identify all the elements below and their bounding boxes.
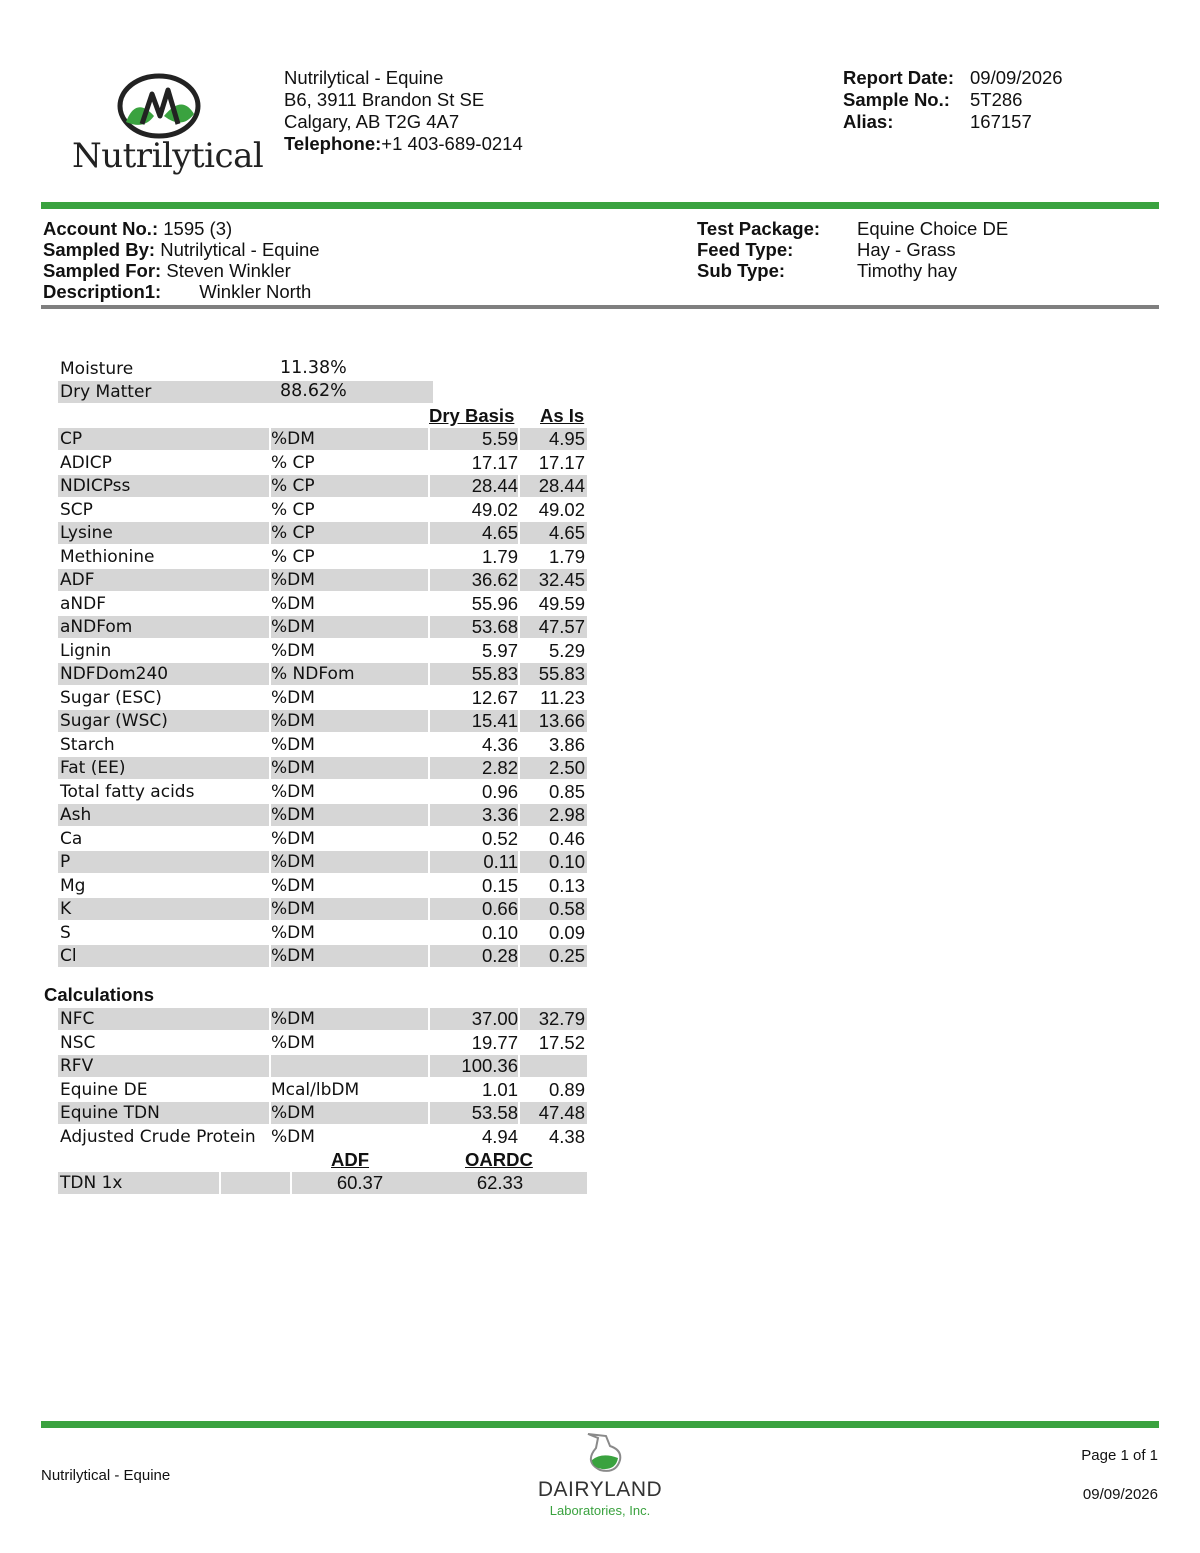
dry-basis-header: Dry Basis bbox=[429, 405, 515, 426]
nutrient-unit: % CP bbox=[271, 523, 315, 543]
report-date-value: 09/09/2026 bbox=[970, 67, 1063, 88]
sampled-for: Sampled For: Steven Winkler bbox=[43, 260, 291, 281]
nutrient-unit: %DM bbox=[271, 852, 315, 872]
nutrient-name: Total fatty acids bbox=[60, 781, 195, 802]
sampled-by: Sampled By: Nutrilytical - Equine bbox=[43, 239, 320, 260]
nutrient-unit: % CP bbox=[271, 452, 315, 473]
table-row bbox=[58, 851, 587, 873]
dry-basis-value: 49.02 bbox=[471, 498, 518, 520]
nutrient-name: Starch bbox=[60, 734, 115, 755]
nutrient-name: NDFDom240 bbox=[60, 664, 169, 684]
dry-basis-value: 2.82 bbox=[481, 757, 518, 778]
telephone-value: +1 403-689-0214 bbox=[381, 133, 523, 154]
table-row bbox=[58, 922, 587, 944]
report-info-values bbox=[970, 67, 1063, 133]
as-is-header: As Is bbox=[540, 405, 585, 426]
nutrient-unit: %DM bbox=[271, 711, 315, 731]
report-date-label: Report Date: bbox=[843, 67, 955, 88]
tdn-oardc-value: 62.33 bbox=[476, 1172, 524, 1193]
nutrient-unit: %DM bbox=[271, 1103, 315, 1123]
nutrient-unit: %DM bbox=[271, 570, 315, 590]
nutrient-unit: %DM bbox=[271, 758, 315, 778]
account-info bbox=[43, 218, 320, 302]
as-is-value: 4.95 bbox=[548, 428, 585, 449]
sample-no-value: 5T286 bbox=[970, 89, 1023, 110]
table-row bbox=[58, 875, 587, 897]
as-is-value: 3.86 bbox=[548, 733, 585, 755]
dry-basis-value: 53.58 bbox=[471, 1102, 518, 1123]
table-row bbox=[58, 1126, 587, 1148]
as-is-value: 1.79 bbox=[548, 545, 585, 567]
table-row bbox=[58, 1055, 587, 1077]
dry-basis-value: 19.77 bbox=[471, 1031, 518, 1053]
nutrient-name: P bbox=[60, 852, 71, 872]
dry-basis-value: 37.00 bbox=[471, 1008, 518, 1029]
dairyland-subtitle: Laboratories, Inc. bbox=[549, 1503, 651, 1518]
nutrient-unit: %DM bbox=[271, 946, 315, 966]
as-is-value: 0.09 bbox=[548, 921, 585, 943]
as-is-value: 0.25 bbox=[548, 945, 585, 966]
sub-type-label: Sub Type: bbox=[697, 260, 786, 281]
nutrient-name: RFV bbox=[60, 1056, 94, 1076]
dry-basis-value: 0.28 bbox=[481, 945, 518, 966]
dry-basis-value: 0.10 bbox=[481, 921, 518, 943]
as-is-value: 2.50 bbox=[548, 757, 585, 778]
as-is-value: 13.66 bbox=[538, 710, 585, 731]
dry-basis-value: 55.96 bbox=[471, 592, 518, 614]
alias-value: 167157 bbox=[970, 111, 1032, 132]
as-is-value: 49.02 bbox=[538, 498, 585, 520]
account-no: Account No.: 1595 (3) bbox=[43, 218, 233, 239]
dry-basis-value: 4.94 bbox=[481, 1125, 518, 1147]
nutrient-unit: %DM bbox=[271, 781, 315, 802]
dairyland-logo bbox=[520, 1432, 680, 1522]
as-is-value: 55.83 bbox=[538, 663, 585, 684]
test-info-labels bbox=[697, 218, 820, 281]
dry-basis-value: 100.36 bbox=[461, 1055, 518, 1076]
as-is-value: 4.38 bbox=[548, 1125, 585, 1147]
feed-type-label: Feed Type: bbox=[697, 239, 794, 260]
as-is-value: 28.44 bbox=[538, 475, 585, 496]
dry-basis-value: 1.01 bbox=[481, 1078, 518, 1100]
nutrient-name: S bbox=[60, 922, 71, 943]
nutrient-name: Adjusted Crude Protein bbox=[60, 1126, 256, 1147]
table-row bbox=[58, 757, 587, 779]
moisture-label: Moisture bbox=[60, 359, 134, 379]
as-is-value: 49.59 bbox=[538, 592, 585, 614]
dry-basis-value: 0.52 bbox=[481, 827, 518, 849]
dry-matter-label: Dry Matter bbox=[60, 382, 152, 402]
nutrient-name: NFC bbox=[60, 1009, 95, 1029]
nutrient-unit: % CP bbox=[271, 499, 315, 520]
nutrient-name: SCP bbox=[60, 499, 93, 520]
nutrient-unit: % NDFom bbox=[271, 664, 355, 684]
lab-telephone bbox=[284, 133, 523, 155]
as-is-value: 0.46 bbox=[548, 827, 585, 849]
tdn-adf-value: 60.37 bbox=[336, 1172, 384, 1193]
lab-name: Nutrilytical - Equine bbox=[284, 67, 444, 88]
as-is-value: 17.17 bbox=[538, 451, 585, 473]
table-row bbox=[58, 663, 587, 685]
as-is-value: 0.58 bbox=[548, 898, 585, 919]
nutrient-unit: %DM bbox=[271, 805, 315, 825]
table-row bbox=[58, 804, 587, 826]
nutrient-name: CP bbox=[60, 429, 83, 449]
nutrient-unit: %DM bbox=[271, 429, 315, 449]
dry-basis-value: 5.97 bbox=[481, 639, 518, 661]
nutrient-unit: %DM bbox=[271, 734, 315, 755]
as-is-value: 32.45 bbox=[538, 569, 585, 590]
tdn-label: TDN 1x bbox=[60, 1173, 123, 1193]
as-is-value: 32.79 bbox=[538, 1008, 585, 1029]
test-info-values bbox=[857, 218, 1008, 281]
sub-type-value: Timothy hay bbox=[857, 260, 958, 281]
nutrient-unit: Mcal/lbDM bbox=[271, 1079, 360, 1100]
nutrient-name: Ash bbox=[60, 805, 92, 825]
as-is-value: 0.89 bbox=[548, 1078, 585, 1100]
nutrient-unit: %DM bbox=[271, 899, 315, 919]
table-row bbox=[58, 1079, 587, 1101]
header-gray-bar bbox=[41, 305, 1159, 309]
table-row bbox=[58, 898, 587, 920]
feed-type-value: Hay - Grass bbox=[857, 239, 956, 260]
nutrient-unit: %DM bbox=[271, 875, 315, 896]
nutrient-name: ADF bbox=[60, 570, 95, 590]
as-is-value: 4.65 bbox=[548, 522, 585, 543]
footer-page: Page 1 of 1 bbox=[1081, 1447, 1158, 1464]
calculations-title: Calculations bbox=[44, 984, 154, 1005]
nutrient-name: Fat (EE) bbox=[60, 758, 126, 778]
as-is-value: 0.10 bbox=[548, 851, 585, 872]
tdn-oardc-header: OARDC bbox=[465, 1149, 533, 1170]
dry-basis-value: 15.41 bbox=[471, 710, 518, 731]
logo-wordmark: Nutrilytical bbox=[72, 136, 264, 176]
nutrient-name: Lysine bbox=[60, 523, 113, 543]
nutrient-name: Methionine bbox=[60, 546, 155, 567]
test-package-value: Equine Choice DE bbox=[857, 218, 1009, 239]
nutrient-unit: %DM bbox=[271, 1009, 315, 1029]
dry-matter-row bbox=[58, 381, 433, 403]
table-row bbox=[58, 569, 587, 591]
flask-icon bbox=[578, 1432, 628, 1474]
as-is-value: 0.85 bbox=[548, 780, 585, 802]
table-row bbox=[58, 828, 587, 850]
moisture-row bbox=[58, 358, 433, 380]
table-row bbox=[58, 687, 587, 709]
as-is-value: 11.23 bbox=[540, 686, 585, 708]
dry-basis-value: 55.83 bbox=[471, 663, 518, 684]
dry-basis-value: 4.65 bbox=[481, 522, 518, 543]
dry-basis-value: 12.67 bbox=[471, 686, 518, 708]
nutrient-unit: %DM bbox=[271, 828, 315, 849]
alias-label: Alias: bbox=[843, 111, 894, 132]
nutrient-unit: % CP bbox=[271, 476, 315, 496]
table-row bbox=[58, 734, 587, 756]
tdn-adf-header: ADF bbox=[331, 1149, 370, 1170]
report-info-labels bbox=[843, 67, 954, 133]
table-row bbox=[58, 522, 587, 544]
nutrient-name: K bbox=[60, 899, 72, 919]
table-row bbox=[58, 616, 587, 638]
nutrient-name: Sugar (ESC) bbox=[60, 687, 162, 708]
tdn-row bbox=[58, 1172, 587, 1194]
nutrient-unit: %DM bbox=[271, 593, 315, 614]
table-row bbox=[58, 781, 587, 803]
as-is-value: 47.57 bbox=[538, 616, 585, 637]
table-row bbox=[58, 499, 587, 521]
table-row bbox=[58, 475, 587, 497]
table-row bbox=[58, 546, 587, 568]
nutrient-unit: %DM bbox=[271, 1126, 315, 1147]
dry-basis-value: 1.79 bbox=[481, 545, 518, 567]
test-package-label: Test Package: bbox=[697, 218, 821, 239]
lab-address bbox=[284, 67, 523, 155]
dry-basis-value: 53.68 bbox=[471, 616, 518, 637]
nutrient-unit: %DM bbox=[271, 922, 315, 943]
nutrient-name: Cl bbox=[60, 946, 77, 966]
as-is-value: 5.29 bbox=[548, 639, 585, 661]
nutrient-name: NSC bbox=[60, 1032, 96, 1053]
table-row bbox=[58, 1032, 587, 1054]
dry-matter-value: 88.62% bbox=[280, 381, 347, 401]
dry-basis-value: 4.36 bbox=[481, 733, 518, 755]
table-row bbox=[58, 1008, 587, 1030]
nutrient-name: Mg bbox=[60, 875, 86, 896]
dry-basis-value: 36.62 bbox=[471, 569, 518, 590]
as-is-value: 17.52 bbox=[538, 1031, 585, 1053]
nutrient-name: Lignin bbox=[60, 640, 112, 661]
dry-basis-value: 17.17 bbox=[471, 451, 518, 473]
as-is-value: 47.48 bbox=[538, 1102, 585, 1123]
nutrient-name: Equine TDN bbox=[60, 1103, 160, 1123]
lab-address-line1: B6, 3911 Brandon St SE bbox=[284, 89, 485, 110]
nutrient-name: Ca bbox=[60, 828, 83, 849]
footer-green-bar bbox=[41, 1421, 1159, 1428]
nutrient-unit: %DM bbox=[271, 640, 315, 661]
table-row bbox=[58, 640, 587, 662]
header-green-bar bbox=[41, 202, 1159, 209]
dry-basis-value: 0.15 bbox=[481, 874, 518, 896]
as-is-value: 2.98 bbox=[548, 804, 585, 825]
description1: Description1: Winkler North bbox=[43, 281, 312, 302]
nutrient-unit: %DM bbox=[271, 617, 315, 637]
dry-basis-value: 5.59 bbox=[481, 428, 518, 449]
nutrient-unit: %DM bbox=[271, 1032, 315, 1053]
nutrient-name: NDICPss bbox=[60, 476, 131, 496]
nutrient-name: aNDFom bbox=[60, 617, 133, 637]
nutrient-unit: %DM bbox=[271, 687, 315, 708]
nutrient-name: ADICP bbox=[60, 452, 112, 473]
nutrient-name: Equine DE bbox=[60, 1079, 148, 1100]
dry-basis-value: 3.36 bbox=[481, 804, 518, 825]
lab-address-line2: Calgary, AB T2G 4A7 bbox=[284, 111, 460, 132]
nutrient-unit: % CP bbox=[271, 546, 315, 567]
footer-date: 09/09/2026 bbox=[1082, 1486, 1158, 1503]
nutrient-name: Sugar (WSC) bbox=[60, 711, 168, 731]
moisture-value: 11.38% bbox=[280, 358, 347, 378]
dairyland-wordmark: DAIRYLAND bbox=[537, 1478, 663, 1501]
nutrilytical-logo bbox=[70, 72, 264, 182]
dry-basis-value: 28.44 bbox=[471, 475, 518, 496]
footer-lab-name: Nutrilytical - Equine bbox=[41, 1467, 171, 1484]
table-row bbox=[58, 710, 587, 732]
table-row bbox=[58, 452, 587, 474]
sample-no-label: Sample No.: bbox=[843, 89, 950, 110]
table-row bbox=[58, 593, 587, 615]
nutrient-name: aNDF bbox=[60, 593, 107, 614]
table-row bbox=[58, 428, 587, 450]
as-is-value: 0.13 bbox=[548, 874, 585, 896]
table-row bbox=[58, 1102, 587, 1124]
telephone-label: Telephone: bbox=[284, 133, 382, 154]
table-row bbox=[58, 945, 587, 967]
nutrilytical-logo-icon bbox=[70, 72, 250, 142]
dry-basis-value: 0.96 bbox=[481, 780, 518, 802]
dry-basis-value: 0.11 bbox=[483, 851, 518, 872]
dry-basis-value: 0.66 bbox=[481, 898, 518, 919]
